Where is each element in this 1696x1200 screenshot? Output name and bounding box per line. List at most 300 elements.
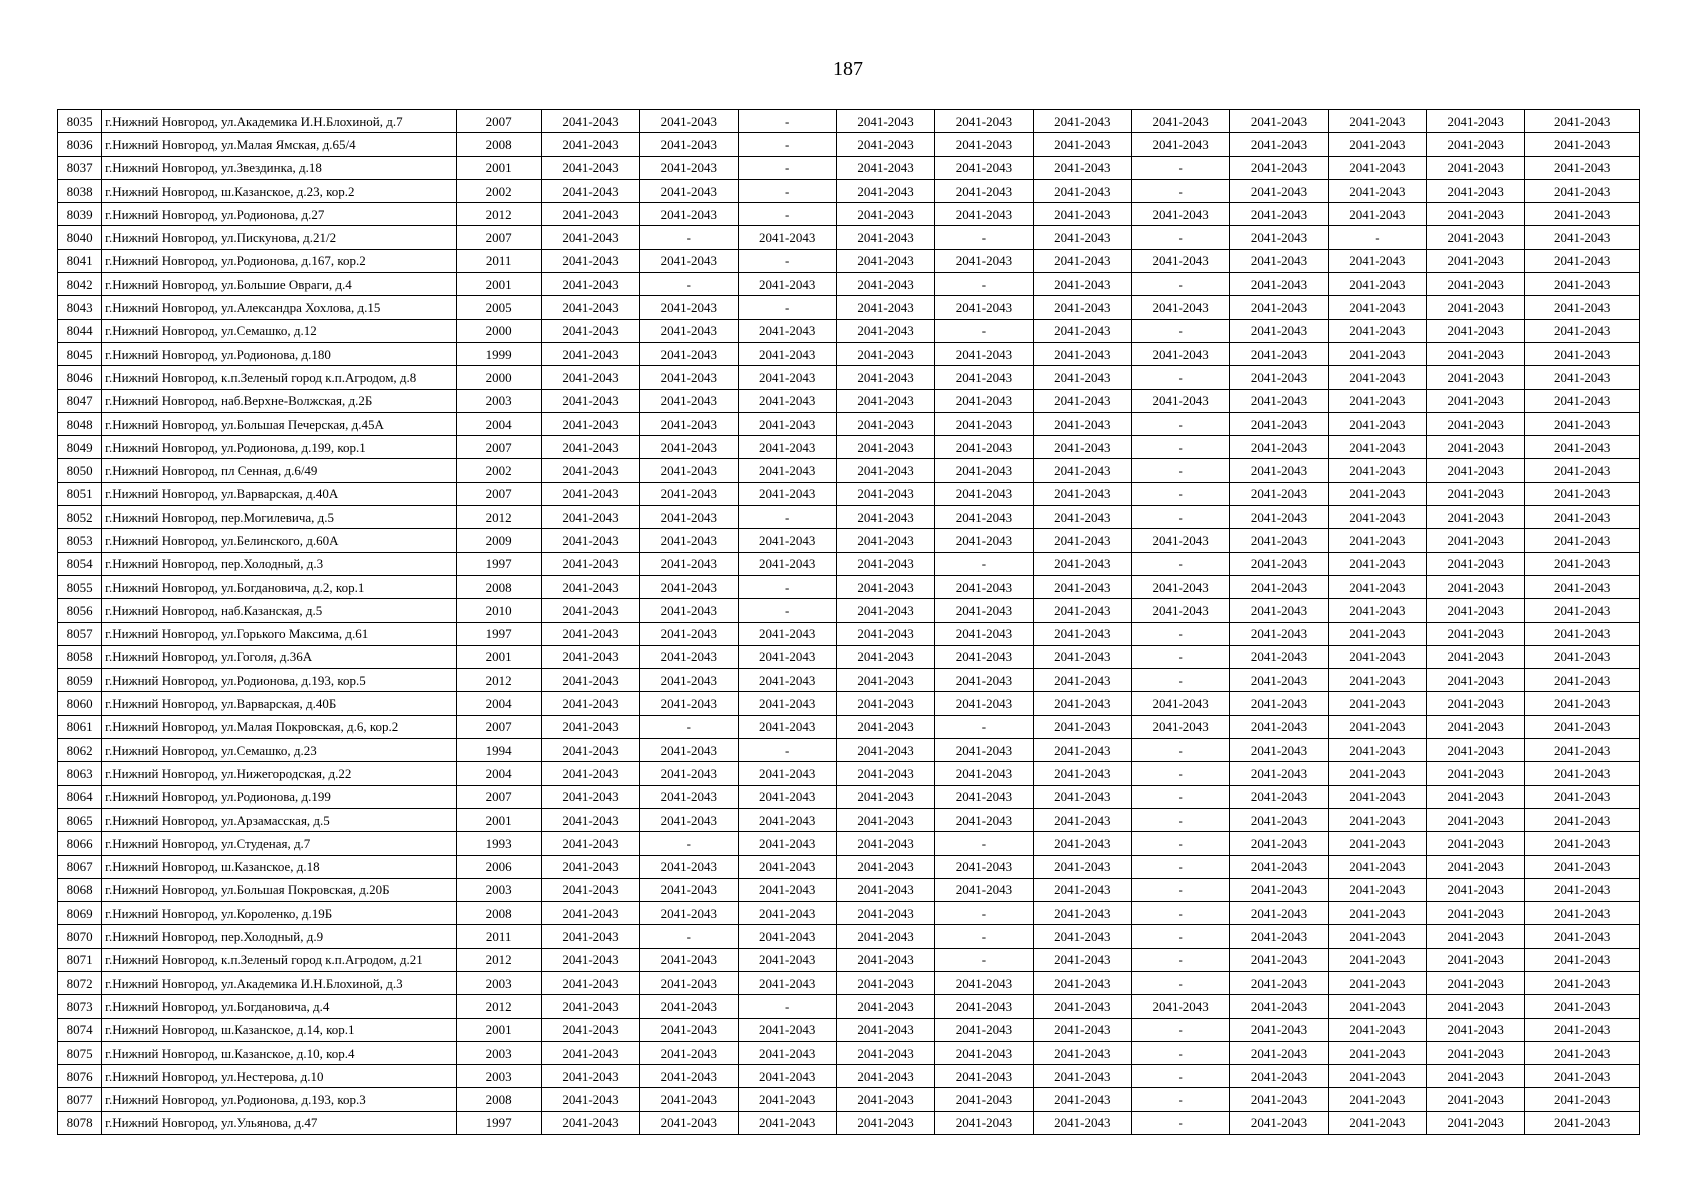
period-10-cell: 2041-2043 xyxy=(1427,855,1525,878)
year-cell: 2008 xyxy=(456,902,541,925)
period-10-cell: 2041-2043 xyxy=(1427,645,1525,668)
period-8-cell: 2041-2043 xyxy=(1230,808,1328,831)
period-7-cell: - xyxy=(1131,1088,1229,1111)
period-9-cell: 2041-2043 xyxy=(1328,878,1426,901)
period-10-cell: 2041-2043 xyxy=(1427,482,1525,505)
period-3-cell: - xyxy=(738,995,836,1018)
period-7-cell: - xyxy=(1131,506,1229,529)
period-4-cell: 2041-2043 xyxy=(836,1018,934,1041)
year-cell: 2011 xyxy=(456,925,541,948)
period-8-cell: 2041-2043 xyxy=(1230,552,1328,575)
period-2-cell: 2041-2043 xyxy=(640,179,738,202)
period-4-cell: 2041-2043 xyxy=(836,436,934,459)
period-11-cell: 2041-2043 xyxy=(1525,459,1640,482)
period-5-cell: 2041-2043 xyxy=(935,995,1033,1018)
table-row xyxy=(58,482,1640,505)
period-5-cell: - xyxy=(935,319,1033,342)
row-number-cell: 8070 xyxy=(58,925,102,948)
period-7-cell: 2041-2043 xyxy=(1131,389,1229,412)
address-cell: г.Нижний Новгород, ул.Родионова, д.193, кор.3 xyxy=(102,1088,456,1111)
period-3-cell: 2041-2043 xyxy=(738,529,836,552)
period-1-cell: 2041-2043 xyxy=(541,110,639,133)
period-7-cell: 2041-2043 xyxy=(1131,715,1229,738)
row-number-cell: 8038 xyxy=(58,179,102,202)
period-6-cell: 2041-2043 xyxy=(1033,692,1131,715)
period-8-cell: 2041-2043 xyxy=(1230,412,1328,435)
row-number-cell: 8060 xyxy=(58,692,102,715)
period-3-cell: - xyxy=(738,133,836,156)
year-cell: 2008 xyxy=(456,1088,541,1111)
period-1-cell: 2041-2043 xyxy=(541,203,639,226)
period-11-cell: 2041-2043 xyxy=(1525,482,1640,505)
table-row xyxy=(58,1111,1640,1134)
year-cell: 2010 xyxy=(456,599,541,622)
period-11-cell: 2041-2043 xyxy=(1525,785,1640,808)
period-11-cell: 2041-2043 xyxy=(1525,715,1640,738)
period-9-cell: 2041-2043 xyxy=(1328,273,1426,296)
year-cell: 2007 xyxy=(456,436,541,459)
year-cell: 1997 xyxy=(456,1111,541,1134)
period-6-cell: 2041-2043 xyxy=(1033,226,1131,249)
period-10-cell: 2041-2043 xyxy=(1427,319,1525,342)
period-6-cell: 2041-2043 xyxy=(1033,1111,1131,1134)
year-cell: 2008 xyxy=(456,133,541,156)
period-6-cell: 2041-2043 xyxy=(1033,296,1131,319)
period-6-cell: 2041-2043 xyxy=(1033,342,1131,365)
period-7-cell: - xyxy=(1131,1041,1229,1064)
period-5-cell: - xyxy=(935,948,1033,971)
year-cell: 2012 xyxy=(456,203,541,226)
period-10-cell: 2041-2043 xyxy=(1427,226,1525,249)
table-row xyxy=(58,319,1640,342)
period-4-cell: 2041-2043 xyxy=(836,366,934,389)
period-9-cell: 2041-2043 xyxy=(1328,133,1426,156)
row-number-cell: 8076 xyxy=(58,1065,102,1088)
year-cell: 2004 xyxy=(456,692,541,715)
row-number-cell: 8062 xyxy=(58,739,102,762)
period-1-cell: 2041-2043 xyxy=(541,948,639,971)
period-9-cell: 2041-2043 xyxy=(1328,203,1426,226)
period-11-cell: 2041-2043 xyxy=(1525,1111,1640,1134)
period-5-cell: 2041-2043 xyxy=(935,482,1033,505)
period-2-cell: 2041-2043 xyxy=(640,552,738,575)
period-4-cell: 2041-2043 xyxy=(836,622,934,645)
period-6-cell: 2041-2043 xyxy=(1033,971,1131,994)
period-2-cell: - xyxy=(640,226,738,249)
period-11-cell: 2041-2043 xyxy=(1525,971,1640,994)
period-2-cell: 2041-2043 xyxy=(640,1018,738,1041)
period-3-cell: 2041-2043 xyxy=(738,482,836,505)
period-2-cell: 2041-2043 xyxy=(640,902,738,925)
table-row xyxy=(58,971,1640,994)
period-8-cell: 2041-2043 xyxy=(1230,459,1328,482)
period-1-cell: 2041-2043 xyxy=(541,249,639,272)
period-7-cell: - xyxy=(1131,412,1229,435)
period-6-cell: 2041-2043 xyxy=(1033,412,1131,435)
period-6-cell: 2041-2043 xyxy=(1033,529,1131,552)
period-3-cell: 2041-2043 xyxy=(738,645,836,668)
period-1-cell: 2041-2043 xyxy=(541,739,639,762)
row-number-cell: 8047 xyxy=(58,389,102,412)
register-table xyxy=(57,109,1640,1135)
period-4-cell: 2041-2043 xyxy=(836,808,934,831)
period-2-cell: 2041-2043 xyxy=(640,971,738,994)
period-10-cell: 2041-2043 xyxy=(1427,575,1525,598)
period-1-cell: 2041-2043 xyxy=(541,599,639,622)
period-3-cell: 2041-2043 xyxy=(738,878,836,901)
period-11-cell: 2041-2043 xyxy=(1525,808,1640,831)
period-3-cell: 2041-2043 xyxy=(738,808,836,831)
period-8-cell: 2041-2043 xyxy=(1230,878,1328,901)
address-cell: г.Нижний Новгород, ул.Богдановича, д.2, кор.1 xyxy=(102,575,456,598)
period-6-cell: 2041-2043 xyxy=(1033,110,1131,133)
period-4-cell: 2041-2043 xyxy=(836,995,934,1018)
period-2-cell: 2041-2043 xyxy=(640,762,738,785)
period-2-cell: 2041-2043 xyxy=(640,389,738,412)
period-8-cell: 2041-2043 xyxy=(1230,179,1328,202)
period-4-cell: 2041-2043 xyxy=(836,203,934,226)
period-1-cell: 2041-2043 xyxy=(541,506,639,529)
period-5-cell: 2041-2043 xyxy=(935,739,1033,762)
period-4-cell: 2041-2043 xyxy=(836,342,934,365)
period-9-cell: 2041-2043 xyxy=(1328,482,1426,505)
period-4-cell: 2041-2043 xyxy=(836,226,934,249)
period-10-cell: 2041-2043 xyxy=(1427,273,1525,296)
period-3-cell: 2041-2043 xyxy=(738,1111,836,1134)
period-1-cell: 2041-2043 xyxy=(541,1111,639,1134)
address-cell: г.Нижний Новгород, ул.Варварская, д.40Б xyxy=(102,692,456,715)
period-5-cell: 2041-2043 xyxy=(935,459,1033,482)
period-7-cell: - xyxy=(1131,762,1229,785)
period-9-cell: 2041-2043 xyxy=(1328,785,1426,808)
period-8-cell: 2041-2043 xyxy=(1230,389,1328,412)
period-2-cell: 2041-2043 xyxy=(640,1041,738,1064)
row-number-cell: 8075 xyxy=(58,1041,102,1064)
period-2-cell: 2041-2043 xyxy=(640,529,738,552)
period-11-cell: 2041-2043 xyxy=(1525,669,1640,692)
year-cell: 1993 xyxy=(456,832,541,855)
period-10-cell: 2041-2043 xyxy=(1427,179,1525,202)
period-10-cell: 2041-2043 xyxy=(1427,1018,1525,1041)
period-1-cell: 2041-2043 xyxy=(541,1041,639,1064)
period-7-cell: - xyxy=(1131,1018,1229,1041)
row-number-cell: 8068 xyxy=(58,878,102,901)
year-cell: 2000 xyxy=(456,366,541,389)
address-cell: г.Нижний Новгород, ул.Малая Покровская, д.6, кор.2 xyxy=(102,715,456,738)
period-10-cell: 2041-2043 xyxy=(1427,785,1525,808)
period-3-cell: - xyxy=(738,739,836,762)
row-number-cell: 8058 xyxy=(58,645,102,668)
address-cell: г.Нижний Новгород, ул.Родионова, д.193, кор.5 xyxy=(102,669,456,692)
period-3-cell: 2041-2043 xyxy=(738,925,836,948)
period-2-cell: 2041-2043 xyxy=(640,156,738,179)
row-number-cell: 8044 xyxy=(58,319,102,342)
period-6-cell: 2041-2043 xyxy=(1033,715,1131,738)
period-5-cell: 2041-2043 xyxy=(935,1041,1033,1064)
period-11-cell: 2041-2043 xyxy=(1525,1041,1640,1064)
period-9-cell: 2041-2043 xyxy=(1328,575,1426,598)
period-11-cell: 2041-2043 xyxy=(1525,133,1640,156)
table-row xyxy=(58,599,1640,622)
table-row xyxy=(58,1018,1640,1041)
period-6-cell: 2041-2043 xyxy=(1033,669,1131,692)
period-11-cell: 2041-2043 xyxy=(1525,575,1640,598)
year-cell: 1997 xyxy=(456,622,541,645)
period-3-cell: 2041-2043 xyxy=(738,412,836,435)
address-cell: г.Нижний Новгород, ул.Родионова, д.180 xyxy=(102,342,456,365)
period-6-cell: 2041-2043 xyxy=(1033,1088,1131,1111)
year-cell: 2003 xyxy=(456,389,541,412)
address-cell: г.Нижний Новгород, ул.Большая Покровская, д.20Б xyxy=(102,878,456,901)
period-6-cell: 2041-2043 xyxy=(1033,389,1131,412)
row-number-cell: 8051 xyxy=(58,482,102,505)
period-6-cell: 2041-2043 xyxy=(1033,995,1131,1018)
year-cell: 2001 xyxy=(456,808,541,831)
address-cell: г.Нижний Новгород, ул.Варварская, д.40А xyxy=(102,482,456,505)
period-2-cell: 2041-2043 xyxy=(640,1111,738,1134)
period-6-cell: 2041-2043 xyxy=(1033,1065,1131,1088)
period-1-cell: 2041-2043 xyxy=(541,552,639,575)
period-5-cell: 2041-2043 xyxy=(935,645,1033,668)
period-9-cell: 2041-2043 xyxy=(1328,552,1426,575)
period-5-cell: 2041-2043 xyxy=(935,878,1033,901)
period-7-cell: - xyxy=(1131,971,1229,994)
period-6-cell: 2041-2043 xyxy=(1033,902,1131,925)
row-number-cell: 8057 xyxy=(58,622,102,645)
period-7-cell: - xyxy=(1131,739,1229,762)
period-8-cell: 2041-2043 xyxy=(1230,506,1328,529)
period-6-cell: 2041-2043 xyxy=(1033,622,1131,645)
address-cell: г.Нижний Новгород, ул.Большие Овраги, д.4 xyxy=(102,273,456,296)
period-7-cell: - xyxy=(1131,669,1229,692)
row-number-cell: 8074 xyxy=(58,1018,102,1041)
period-7-cell: - xyxy=(1131,482,1229,505)
row-number-cell: 8043 xyxy=(58,296,102,319)
period-5-cell: 2041-2043 xyxy=(935,529,1033,552)
year-cell: 2001 xyxy=(456,645,541,668)
row-number-cell: 8041 xyxy=(58,249,102,272)
table-row xyxy=(58,296,1640,319)
period-8-cell: 2041-2043 xyxy=(1230,925,1328,948)
address-cell: г.Нижний Новгород, ул.Гоголя, д.36А xyxy=(102,645,456,668)
row-number-cell: 8042 xyxy=(58,273,102,296)
address-cell: г.Нижний Новгород, ул.Родионова, д.199, кор.1 xyxy=(102,436,456,459)
period-2-cell: 2041-2043 xyxy=(640,878,738,901)
period-8-cell: 2041-2043 xyxy=(1230,902,1328,925)
period-6-cell: 2041-2043 xyxy=(1033,273,1131,296)
year-cell: 2006 xyxy=(456,855,541,878)
period-4-cell: 2041-2043 xyxy=(836,855,934,878)
table-row xyxy=(58,739,1640,762)
period-8-cell: 2041-2043 xyxy=(1230,133,1328,156)
period-3-cell: 2041-2043 xyxy=(738,459,836,482)
period-5-cell: 2041-2043 xyxy=(935,156,1033,179)
table-row xyxy=(58,785,1640,808)
period-2-cell: 2041-2043 xyxy=(640,739,738,762)
period-5-cell: 2041-2043 xyxy=(935,506,1033,529)
period-6-cell: 2041-2043 xyxy=(1033,459,1131,482)
period-10-cell: 2041-2043 xyxy=(1427,948,1525,971)
period-11-cell: 2041-2043 xyxy=(1525,739,1640,762)
period-11-cell: 2041-2043 xyxy=(1525,273,1640,296)
period-10-cell: 2041-2043 xyxy=(1427,436,1525,459)
period-1-cell: 2041-2043 xyxy=(541,226,639,249)
period-11-cell: 2041-2043 xyxy=(1525,1088,1640,1111)
period-6-cell: 2041-2043 xyxy=(1033,878,1131,901)
period-4-cell: 2041-2043 xyxy=(836,529,934,552)
table-row xyxy=(58,226,1640,249)
period-11-cell: 2041-2043 xyxy=(1525,156,1640,179)
period-10-cell: 2041-2043 xyxy=(1427,832,1525,855)
period-2-cell: 2041-2043 xyxy=(640,319,738,342)
period-4-cell: 2041-2043 xyxy=(836,296,934,319)
period-4-cell: 2041-2043 xyxy=(836,692,934,715)
period-3-cell: - xyxy=(738,575,836,598)
table-row xyxy=(58,1041,1640,1064)
period-4-cell: 2041-2043 xyxy=(836,459,934,482)
row-number-cell: 8048 xyxy=(58,412,102,435)
period-11-cell: 2041-2043 xyxy=(1525,342,1640,365)
year-cell: 2011 xyxy=(456,249,541,272)
period-2-cell: 2041-2043 xyxy=(640,459,738,482)
period-1-cell: 2041-2043 xyxy=(541,622,639,645)
row-number-cell: 8037 xyxy=(58,156,102,179)
period-4-cell: 2041-2043 xyxy=(836,482,934,505)
row-number-cell: 8071 xyxy=(58,948,102,971)
period-8-cell: 2041-2043 xyxy=(1230,1088,1328,1111)
period-3-cell: 2041-2043 xyxy=(738,342,836,365)
period-11-cell: 2041-2043 xyxy=(1525,622,1640,645)
period-1-cell: 2041-2043 xyxy=(541,482,639,505)
period-10-cell: 2041-2043 xyxy=(1427,739,1525,762)
period-1-cell: 2041-2043 xyxy=(541,436,639,459)
period-11-cell: 2041-2043 xyxy=(1525,925,1640,948)
period-11-cell: 2041-2043 xyxy=(1525,506,1640,529)
period-8-cell: 2041-2043 xyxy=(1230,226,1328,249)
period-8-cell: 2041-2043 xyxy=(1230,273,1328,296)
period-5-cell: 2041-2043 xyxy=(935,436,1033,459)
row-number-cell: 8072 xyxy=(58,971,102,994)
period-10-cell: 2041-2043 xyxy=(1427,622,1525,645)
period-9-cell: 2041-2043 xyxy=(1328,249,1426,272)
period-11-cell: 2041-2043 xyxy=(1525,902,1640,925)
period-9-cell: 2041-2043 xyxy=(1328,995,1426,1018)
period-9-cell: 2041-2043 xyxy=(1328,971,1426,994)
period-1-cell: 2041-2043 xyxy=(541,389,639,412)
period-7-cell: 2041-2043 xyxy=(1131,575,1229,598)
period-5-cell: 2041-2043 xyxy=(935,855,1033,878)
address-cell: г.Нижний Новгород, ул.Арзамасская, д.5 xyxy=(102,808,456,831)
year-cell: 2002 xyxy=(456,459,541,482)
period-10-cell: 2041-2043 xyxy=(1427,249,1525,272)
table-row xyxy=(58,459,1640,482)
period-1-cell: 2041-2043 xyxy=(541,785,639,808)
period-11-cell: 2041-2043 xyxy=(1525,110,1640,133)
period-5-cell: 2041-2043 xyxy=(935,575,1033,598)
period-9-cell: 2041-2043 xyxy=(1328,832,1426,855)
address-cell: г.Нижний Новгород, ул.Нижегородская, д.22 xyxy=(102,762,456,785)
period-2-cell: 2041-2043 xyxy=(640,436,738,459)
row-number-cell: 8046 xyxy=(58,366,102,389)
period-6-cell: 2041-2043 xyxy=(1033,808,1131,831)
table-row xyxy=(58,156,1640,179)
period-2-cell: 2041-2043 xyxy=(640,599,738,622)
period-7-cell: 2041-2043 xyxy=(1131,203,1229,226)
period-9-cell: 2041-2043 xyxy=(1328,1041,1426,1064)
table-row xyxy=(58,925,1640,948)
period-2-cell: 2041-2043 xyxy=(640,808,738,831)
period-8-cell: 2041-2043 xyxy=(1230,1065,1328,1088)
period-1-cell: 2041-2043 xyxy=(541,762,639,785)
period-3-cell: - xyxy=(738,156,836,179)
period-11-cell: 2041-2043 xyxy=(1525,1065,1640,1088)
year-cell: 2007 xyxy=(456,715,541,738)
period-7-cell: - xyxy=(1131,436,1229,459)
period-2-cell: 2041-2043 xyxy=(640,692,738,715)
period-5-cell: - xyxy=(935,925,1033,948)
period-5-cell: 2041-2043 xyxy=(935,971,1033,994)
period-1-cell: 2041-2043 xyxy=(541,575,639,598)
period-9-cell: 2041-2043 xyxy=(1328,622,1426,645)
period-2-cell: 2041-2043 xyxy=(640,366,738,389)
row-number-cell: 8069 xyxy=(58,902,102,925)
period-10-cell: 2041-2043 xyxy=(1427,808,1525,831)
period-7-cell: 2041-2043 xyxy=(1131,599,1229,622)
period-10-cell: 2041-2043 xyxy=(1427,692,1525,715)
address-cell: г.Нижний Новгород, ул.Александра Хохлова, д.15 xyxy=(102,296,456,319)
period-7-cell: - xyxy=(1131,925,1229,948)
period-2-cell: 2041-2043 xyxy=(640,575,738,598)
period-3-cell: - xyxy=(738,203,836,226)
period-6-cell: 2041-2043 xyxy=(1033,156,1131,179)
period-9-cell: 2041-2043 xyxy=(1328,436,1426,459)
table-row xyxy=(58,273,1640,296)
period-2-cell: 2041-2043 xyxy=(640,506,738,529)
period-5-cell: 2041-2043 xyxy=(935,785,1033,808)
period-7-cell: 2041-2043 xyxy=(1131,342,1229,365)
period-7-cell: 2041-2043 xyxy=(1131,133,1229,156)
table-row xyxy=(58,669,1640,692)
period-11-cell: 2041-2043 xyxy=(1525,855,1640,878)
period-2-cell: - xyxy=(640,715,738,738)
period-9-cell: 2041-2043 xyxy=(1328,529,1426,552)
year-cell: 2004 xyxy=(456,762,541,785)
address-cell: г.Нижний Новгород, к.п.Зеленый город к.п.Агродом, д.8 xyxy=(102,366,456,389)
period-7-cell: - xyxy=(1131,948,1229,971)
period-1-cell: 2041-2043 xyxy=(541,902,639,925)
period-4-cell: 2041-2043 xyxy=(836,785,934,808)
period-10-cell: 2041-2043 xyxy=(1427,296,1525,319)
period-7-cell: - xyxy=(1131,622,1229,645)
period-3-cell: 2041-2043 xyxy=(738,1041,836,1064)
period-5-cell: 2041-2043 xyxy=(935,622,1033,645)
period-5-cell: 2041-2043 xyxy=(935,1111,1033,1134)
address-cell: г.Нижний Новгород, наб.Верхне-Волжская, д.2Б xyxy=(102,389,456,412)
period-9-cell: 2041-2043 xyxy=(1328,156,1426,179)
row-number-cell: 8049 xyxy=(58,436,102,459)
table-row xyxy=(58,366,1640,389)
year-cell: 1994 xyxy=(456,739,541,762)
period-9-cell: 2041-2043 xyxy=(1328,855,1426,878)
address-cell: г.Нижний Новгород, ул.Студеная, д.7 xyxy=(102,832,456,855)
period-8-cell: 2041-2043 xyxy=(1230,1041,1328,1064)
period-9-cell: 2041-2043 xyxy=(1328,808,1426,831)
period-1-cell: 2041-2043 xyxy=(541,808,639,831)
table-row xyxy=(58,203,1640,226)
period-7-cell: - xyxy=(1131,785,1229,808)
period-9-cell: 2041-2043 xyxy=(1328,948,1426,971)
period-5-cell: 2041-2043 xyxy=(935,389,1033,412)
